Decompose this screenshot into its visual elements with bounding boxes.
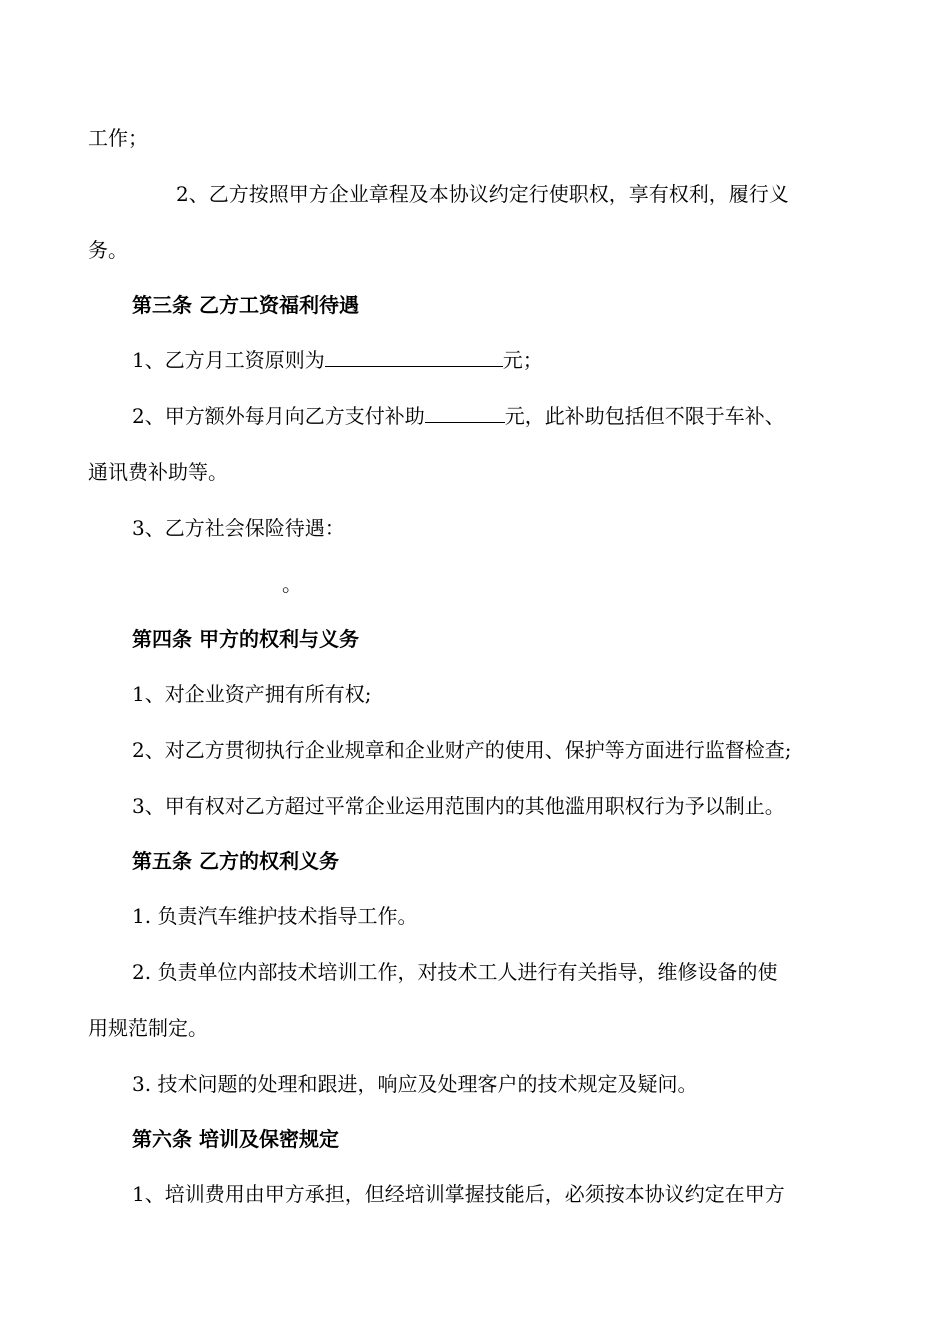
paragraph-line: 通讯费补助等。 — [88, 460, 228, 484]
subsidy-line — [132, 402, 785, 430]
salary-line — [132, 346, 543, 374]
subsidy-label: 2、甲方额外每月向乙方支付补助 — [132, 404, 425, 428]
paragraph-line: 3、乙方社会保险待遇： — [132, 516, 345, 540]
section-heading-5: 第五条 乙方的权利义务 — [132, 849, 339, 873]
paragraph-line: 1、对企业资产拥有所有权; — [132, 682, 372, 706]
paragraph-line: 1、培训费用由甲方承担，但经培训掌握技能后，必须按本协议约定在甲方 — [132, 1182, 785, 1206]
section-heading-6: 第六条 培训及保密规定 — [132, 1127, 339, 1151]
paragraph-line: 。 — [282, 572, 302, 596]
subsidy-unit: 元，此补助包括但不限于车补、 — [504, 404, 785, 428]
paragraph-line: 工作； — [88, 126, 148, 150]
subsidy-blank-field — [425, 402, 505, 423]
salary-blank-field — [325, 346, 503, 367]
paragraph-line: 用规范制定。 — [88, 1016, 208, 1040]
salary-label: 1、乙方月工资原则为 — [132, 348, 325, 372]
paragraph-line: 3. 技术问题的处理和跟进，响应及处理客户的技术规定及疑问。 — [132, 1072, 698, 1096]
paragraph-line: 1. 负责汽车维护技术指导工作。 — [132, 904, 418, 928]
paragraph-line: 务。 — [88, 238, 128, 262]
paragraph-line: 2. 负责单位内部技术培训工作，对技术工人进行有关指导，维修设备的使 — [132, 960, 778, 984]
section-heading-3: 第三条 乙方工资福利待遇 — [132, 293, 359, 317]
salary-unit: 元； — [502, 348, 543, 372]
section-heading-4: 第四条 甲方的权利与义务 — [132, 627, 359, 651]
paragraph-line: 2、对乙方贯彻执行企业规章和企业财产的使用、保护等方面进行监督检查; — [132, 738, 792, 762]
paragraph-line: 2、乙方按照甲方企业章程及本协议约定行使职权，享有权利，履行义 — [176, 182, 789, 206]
paragraph-line: 3、甲有权对乙方超过平常企业运用范围内的其他滥用职权行为予以制止。 — [132, 794, 785, 818]
